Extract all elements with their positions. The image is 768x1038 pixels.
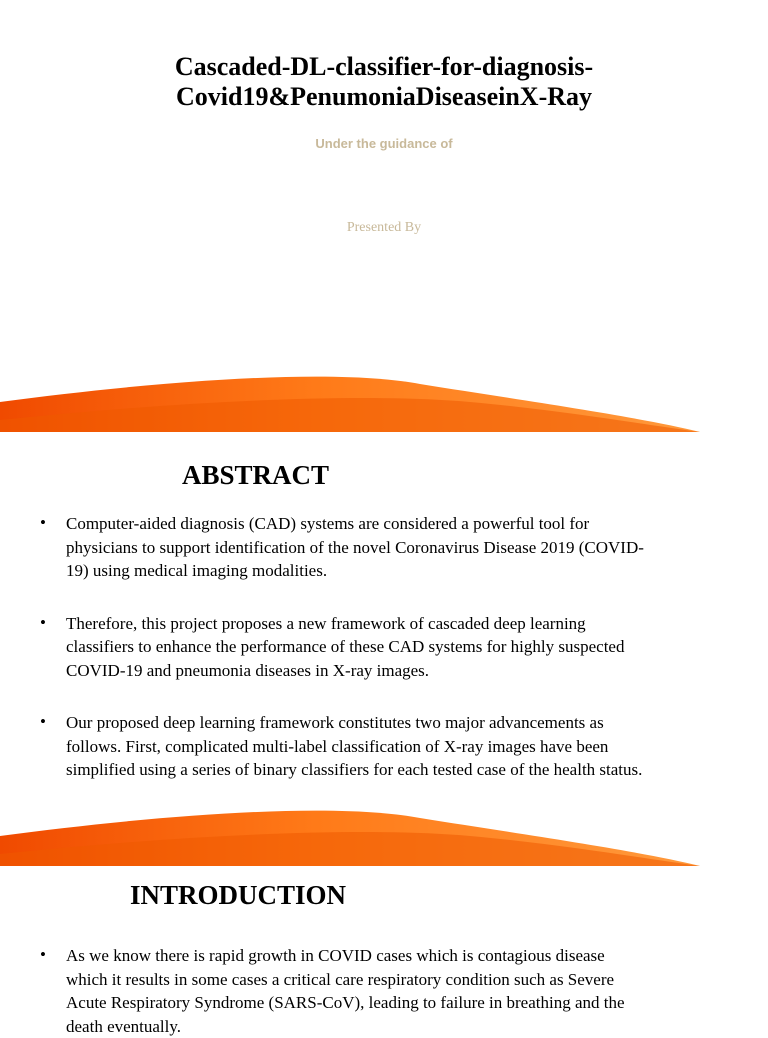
bullet-icon: • bbox=[40, 511, 46, 535]
bullet-text-line: Acute Respiratory Syndrome (SARS-CoV), leading to failure in breathing and the bbox=[66, 991, 722, 1015]
bullet-list bbox=[40, 944, 722, 1038]
bullet-text-line: Computer-aided diagnosis (CAD) systems are considered a powerful tool for bbox=[66, 512, 722, 536]
bullet-text-line: Our proposed deep learning framework constitutes two major advancements as bbox=[66, 711, 722, 735]
bullet-icon: • bbox=[40, 710, 46, 734]
bullet-text-line: physicians to support identification of the novel Coronavirus Disease 2019 (COVID- bbox=[66, 536, 722, 560]
orange-wave-decoration bbox=[0, 372, 768, 432]
abstract-slide bbox=[0, 432, 768, 866]
presented-by-label: Presented By bbox=[0, 220, 768, 236]
title-line-1: Cascaded-DL-classifier-for-diagnosis- bbox=[0, 52, 768, 82]
bullet-text-line: which it results in some cases a critical care respiratory condition such as Severe bbox=[66, 968, 722, 992]
slide-heading: INTRODUCTION bbox=[130, 880, 346, 911]
list-item bbox=[40, 711, 722, 782]
introduction-slide bbox=[0, 866, 768, 1024]
title-line-2: Covid19&PenumoniaDiseaseinX-Ray bbox=[0, 82, 768, 112]
presentation-title bbox=[0, 52, 768, 112]
bullet-icon: • bbox=[40, 943, 46, 967]
bullet-text-line: Therefore, this project proposes a new framework of cascaded deep learning bbox=[66, 612, 722, 636]
bullet-text-line: classifiers to enhance the performance of these CAD systems for highly suspected bbox=[66, 635, 722, 659]
bullet-text-line: death eventually. bbox=[66, 1015, 722, 1038]
orange-wave-decoration bbox=[0, 806, 768, 866]
bullet-icon: • bbox=[40, 611, 46, 635]
guidance-label: Under the guidance of bbox=[0, 136, 768, 151]
bullet-text-line: simplified using a series of binary classifiers for each tested case of the health status. bbox=[66, 758, 722, 782]
bullet-text-line: 19) using medical imaging modalities. bbox=[66, 559, 722, 583]
list-item bbox=[40, 944, 722, 1038]
title-slide bbox=[0, 0, 768, 432]
bullet-list bbox=[40, 512, 722, 782]
bullet-text-line: COVID-19 and pneumonia diseases in X-ray images. bbox=[66, 659, 722, 683]
bullet-text-line: follows. First, complicated multi-label classification of X-ray images have been bbox=[66, 735, 722, 759]
bullet-text-line: As we know there is rapid growth in COVID cases which is contagious disease bbox=[66, 944, 722, 968]
slide-heading: ABSTRACT bbox=[182, 460, 329, 491]
list-item bbox=[40, 512, 722, 583]
list-item bbox=[40, 612, 722, 683]
